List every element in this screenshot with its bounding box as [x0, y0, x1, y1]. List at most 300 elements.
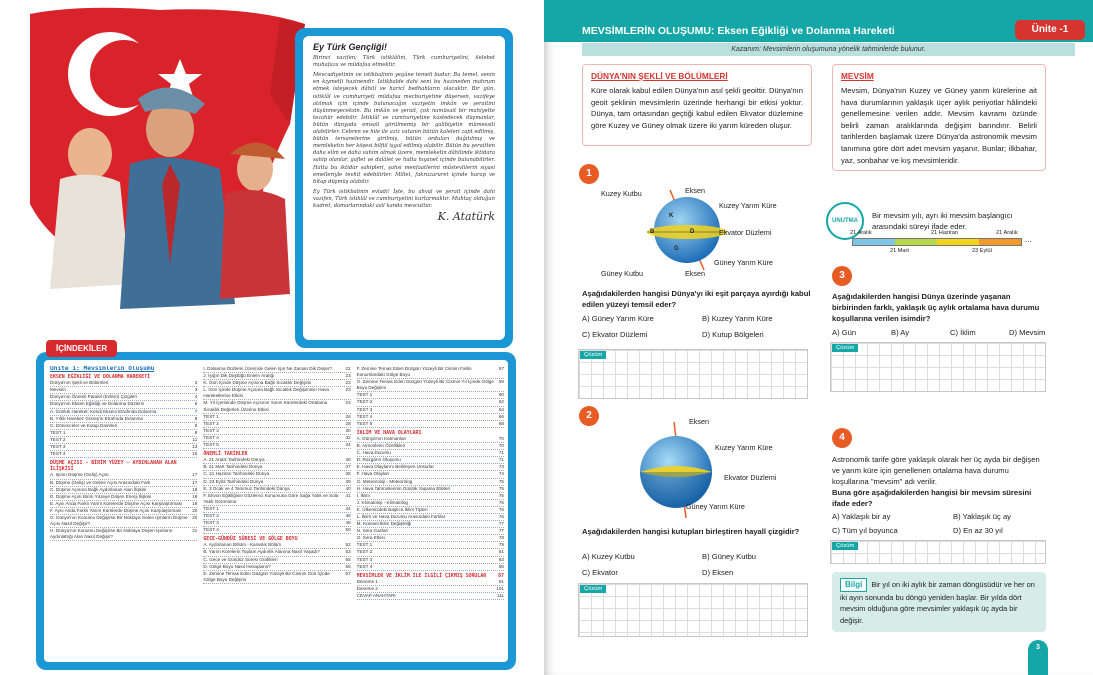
toc-entry-title: TEST 1	[203, 413, 219, 419]
toc-page-number: 85	[498, 563, 504, 569]
toc-entry-title: TEST 5	[356, 420, 373, 426]
toc-page-number: 40	[345, 485, 351, 491]
toc-section-heading: DÜŞME AÇISI - BİRİM YÜZEY - AYDINLANAN ALAN İLİŞKİSİ	[50, 460, 177, 473]
toc-entry-title: Dünya'nın Önemli Paralel (Enlem) Çizgileri	[50, 394, 137, 400]
toc-page-number: 74	[498, 471, 504, 477]
toc-entry-title: TEST 2	[50, 436, 66, 442]
toc-entry[interactable]	[357, 471, 504, 478]
toc-entry[interactable]	[357, 366, 504, 379]
toc-entry[interactable]	[50, 494, 197, 501]
toc-entry[interactable]	[203, 387, 350, 400]
toc-entry[interactable]	[357, 542, 504, 549]
toc-page-number: 9	[194, 429, 198, 435]
toc-entry-title: F. Zemine Temas Eden Düzgün Yüzeyli Bir Cismin Farklı Konumlardaki Gölge Boyu	[356, 366, 472, 378]
toc-page-number: 62	[498, 399, 504, 405]
toc-entry[interactable]	[357, 579, 504, 586]
turkish-flag-illustration	[20, 4, 310, 314]
toc-entry-title: B. Yarım Kürelerin Toplam Aydınlık Alanına Nasıl Yaşadı?	[203, 549, 320, 555]
toc-page-number: 39	[345, 478, 351, 484]
toc-entry-title: G. Zemine Temas Eden Düzgün Yüzeyli Bir Cismin Yıl İçinde Gölge Boyu Değişimi	[356, 379, 494, 391]
toc-entry-title: B. Düşme (Geliş) ve Gelme Açısı Arasındaki Fark	[50, 479, 151, 485]
toc-page-number: 81	[498, 549, 504, 555]
toc-page-number: 75	[498, 478, 504, 484]
label-axis: Eksen	[685, 269, 705, 278]
toc-page-number: 18	[192, 486, 198, 492]
toc-entry[interactable]	[203, 366, 350, 373]
toc-entry-title: TEST 3	[50, 444, 66, 450]
toc-page-number: 30	[345, 427, 351, 433]
question-text: Aşağıdakilerden hangisi Dünya üzerinde yaşanan birbirinden farklı, yaklaşık üç aylık ortalama hava durumu koşullarına verilen isimdir?	[832, 292, 1040, 323]
toc-entry[interactable]	[50, 401, 197, 408]
toc-entry[interactable]	[357, 443, 504, 450]
toc-entry-title: E. Aynı Anda Farklı Yarım Kürelerde Düşme Açısı Karşılaştırması	[50, 500, 183, 506]
toc-page-number: 8	[194, 422, 198, 428]
toc-entry[interactable]	[50, 380, 197, 387]
toc-entry[interactable]	[357, 493, 504, 500]
direction-k: K	[669, 213, 674, 219]
toc-page-number: 60	[498, 392, 504, 398]
toc-entry[interactable]	[203, 506, 350, 513]
toc-entry-title: A. Aydınlanan Bölüm - Karanlık Bölüm	[203, 542, 282, 548]
toc-entry-title: TEST 3	[203, 427, 219, 433]
toc-entry-title: M. Küresel İklim Değişikliği	[356, 521, 412, 527]
box-title: DÜNYA'NIN ŞEKLİ VE BÖLÜMLERİ	[591, 71, 728, 81]
toc-entry-title: TEST 3	[356, 556, 373, 562]
option-d[interactable]: D) Eksen	[702, 568, 734, 577]
toc-section-heading: EKSEN EĞİKLİĞİ VE DOLANMA HAREKETİ	[50, 374, 151, 381]
toc-page-number: 50	[345, 527, 351, 533]
box-title: MEVSİM	[841, 71, 874, 81]
toc-page-number: 52	[345, 542, 351, 548]
toc-page-number: 57	[345, 570, 351, 576]
toc-entry[interactable]	[357, 593, 504, 600]
address-title: Ey Türk Gençliği!	[313, 42, 388, 52]
toc-entry[interactable]	[50, 515, 197, 528]
toc-entry[interactable]	[357, 421, 504, 428]
toc-page-number: 11	[192, 436, 198, 442]
toc-page-number: 70	[498, 435, 504, 441]
toc-entry[interactable]	[50, 528, 197, 541]
toc-page-number: 57	[498, 366, 504, 371]
learning-outcome: Kazanım: Mevsimlerin oluşumuna yönelik tahminlerde bulunur.	[582, 43, 1075, 56]
solution-label: Çözüm	[580, 351, 606, 359]
toc-entry[interactable]	[357, 436, 504, 443]
toc-page-number: 79	[498, 542, 504, 548]
info-note-box	[832, 572, 1046, 632]
toc-page-number: 53	[345, 549, 351, 555]
toc-entry-title: TEST 1	[203, 505, 219, 511]
reminder-badge: UNUTMA	[826, 202, 864, 240]
toc-entry-title: Deneme 1	[356, 578, 378, 584]
date-label: 21 Mart	[890, 248, 909, 254]
toc-page-number: 23	[345, 380, 351, 386]
toc-entry-title: F. Hava Olayları	[356, 471, 390, 477]
toc-entry[interactable]	[203, 527, 350, 534]
toc-page-number: 19	[192, 500, 198, 506]
toc-page-number: 37	[345, 464, 351, 470]
toc-entry-title: N. Sera Gazları	[356, 528, 389, 534]
address-paragraph: Ey Türk istikbalinin evladı! İşte, bu ahval ve şerait içinde dahi vazifen, Türk istiklâl ve cumhuriyetini kurtarmaktır. Muhtaç olduğun kudret, damarlarındaki asil kanda mevcuttur.	[313, 188, 495, 209]
solution-grid[interactable]	[578, 583, 808, 637]
toc-page-number: 87	[498, 572, 504, 579]
toc-entry-title: CEVAP ANAHTARI	[356, 593, 396, 598]
option-a[interactable]: A) Gün	[832, 328, 857, 337]
toc-page-number: 78	[498, 535, 504, 541]
toc-page-number: 59	[498, 379, 504, 385]
toc-entry[interactable]	[203, 513, 350, 520]
page-number: 3	[1028, 640, 1048, 675]
toc-entry[interactable]	[203, 549, 350, 556]
question-number: 2	[579, 406, 599, 426]
toc-entry[interactable]	[203, 428, 350, 435]
question-number: 4	[832, 428, 852, 448]
toc-entry[interactable]	[357, 464, 504, 471]
toc-entry[interactable]	[50, 487, 197, 494]
option-b[interactable]: B) Ay	[891, 328, 910, 337]
toc-entry-title: TEST 4	[356, 563, 373, 569]
direction-b: B	[650, 229, 655, 235]
toc-page-number: 17	[192, 472, 198, 478]
toc-entry-title: TEST 2	[203, 420, 219, 426]
page-title: MEVSİMLERİN OLUŞUMU: Eksen Eğikliği ve Dolanma Hareketi	[582, 25, 895, 37]
option-d[interactable]: D) Mevsim	[1009, 328, 1046, 337]
toc-entry[interactable]	[203, 435, 350, 442]
toc-entry-title: C. Dönenceler ve Kutup Daireleri	[50, 422, 118, 428]
label-north-pole: Kuzey Kutbu	[601, 189, 642, 198]
date-label: 21 Aralık	[996, 230, 1018, 236]
toc-page-number: 68	[498, 420, 504, 426]
toc-page-number: 34	[345, 442, 351, 448]
toc-page-number: 3	[194, 380, 198, 386]
option-a[interactable]: A) Kuzey Kutbu	[582, 552, 635, 561]
toc-entry-title: B. 21 Mart Tarihindeki Dünya	[203, 464, 263, 470]
toc-entry-title: A. 21 Aralık Tarihindeki Dünya	[203, 457, 265, 463]
toc-entry-title: E. Hava Olaylarını Belirleyen Unsurlar	[356, 464, 435, 470]
toc-section-heading: GECE-GÜNDÜZ SÜRESİ VE GÖLGE BOYU	[203, 536, 298, 543]
label-equator: Ekvator Düzlemi	[719, 228, 772, 237]
toc-entry[interactable]	[357, 557, 504, 564]
reminder-text: Bir mevsim yılı, ayrı iki mevsim başlangıcı arasındaki süreyi ifade eder.	[872, 211, 1013, 231]
toc-entry[interactable]	[357, 514, 504, 521]
toc-section-heading: MEVSİMLER VE İKLİM İLE İLGİLİ ÇIKMIŞ SORULAR 87	[356, 572, 504, 579]
toc-entry-title: D. Düşme Açısı Birim Yüzeye Düşen Enerji İlişkisi	[50, 493, 152, 499]
toc-entry-title: B. Yıllık Hareket: Güneş'in Etrafında Dolanma	[50, 415, 143, 421]
toc-page-number: 101	[496, 585, 504, 591]
toc-entry[interactable]	[203, 479, 350, 486]
toc-entry-title: D. 23 Eylül Tarihindeki Dünya	[203, 478, 264, 484]
option-c[interactable]: C) Ekvator	[582, 568, 618, 577]
toc-entry-title: G. Meteoroloji - Meteorolog	[356, 478, 413, 484]
toc-page-number: 26	[345, 413, 351, 419]
date-label: 21 Haziran	[931, 230, 959, 236]
toc-entry[interactable]	[357, 528, 504, 535]
option-c[interactable]: C) Ekvator Düzlemi	[582, 330, 648, 339]
option-d[interactable]: D) En az 30 yıl	[953, 526, 1003, 535]
question-text: Buna göre aşağıdakilerden hangisi bir mevsim süresini ifade eder?	[832, 488, 1032, 508]
toc-column-3	[357, 366, 504, 660]
option-a[interactable]: A) Güney Yarım Küre	[582, 314, 654, 323]
toc-entry-title: O. Sera Etkisi	[356, 535, 385, 541]
toc-entry-title: B. Atmosferin Özellikleri	[356, 443, 406, 449]
label-south-hemisphere: Güney Yarım Küre	[686, 502, 745, 511]
toc-tab: İÇİNDEKİLER	[46, 340, 117, 357]
toc-page-number: 8	[194, 415, 198, 421]
toc-entry-title: E. 3 Ocak ve 4 Temmuz Tarihindeki Dünya	[203, 485, 290, 491]
toc-page-number: 7	[194, 408, 198, 414]
toc-page-number: 6	[194, 401, 198, 407]
toc-entry-title: İ. İklim	[356, 492, 370, 498]
toc-entry-title: L. İklim ve Hava Durumu Arasındaki Farklar	[356, 513, 446, 519]
toc-page-number: 20	[192, 507, 198, 513]
toc-entry[interactable]	[357, 564, 504, 571]
toc-entry[interactable]	[50, 416, 197, 423]
timeline-continues: ...	[1025, 235, 1032, 244]
toc-entry-title: TEST 2	[356, 549, 373, 555]
toc-entry[interactable]	[357, 521, 504, 528]
ataturk-signature: K. Atatürk	[437, 210, 495, 224]
toc-page-number: 77	[498, 521, 504, 527]
solution-label: Çözüm	[832, 344, 858, 352]
toc-entry[interactable]	[203, 557, 350, 564]
toc-page-number: 71	[498, 457, 504, 463]
toc-entry[interactable]	[50, 451, 197, 458]
toc-entry-title: J. Klimatoloji - Klimatolog	[356, 499, 408, 505]
toc-entry-title: E. Zemine Temas Eden Düzgün Yüzeyli Bir Cismin Gün İçinde Gölge Boyu Değişimi	[203, 570, 330, 582]
toc-entry-title: C. Düşme Açısına Bağlı Aydınlanan Alan İlişkisi	[50, 486, 147, 492]
toc-page-number: 21	[192, 528, 198, 534]
toc-page-number: 56	[345, 563, 351, 569]
toc-entry[interactable]	[203, 542, 350, 549]
toc-entry-title: Deneme 2	[356, 585, 378, 591]
toc-entry[interactable]	[357, 392, 504, 399]
option-b[interactable]: B) Yaklaşık üç ay	[953, 512, 1011, 521]
unit-badge: Ünite -1	[1015, 20, 1085, 40]
unit-title: Ünite 1: Mevsimlerin Oluşumu	[50, 366, 155, 372]
toc-entry[interactable]	[357, 399, 504, 406]
option-b[interactable]: B) Kuzey Yarım Küre	[702, 314, 773, 323]
label-north-hemisphere: Kuzey Yarım Küre	[715, 443, 773, 452]
label-north-hemisphere: Kuzey Yarım Küre	[719, 201, 777, 210]
toc-entry[interactable]	[357, 457, 504, 464]
toc-entry[interactable]	[357, 450, 504, 457]
address-paragraph: Mevcudiyetinin ve istikbalinin yegâne temeli budur. Bu temel, senin en kıymetli hazinendir. İstikbalde dahi seni bu hazineden mahrum etmek isteyecek dâhilî ve haricî bedhahların olacaktır. Bir gün, istiklâl ve cumhuriyeti müdafaa mecburiyetine düşersen, vazifeye atılmak için içinde bulunacağın vaziyetin imkân ve şeraitini düşünmeyeceksin. Bu imkân ve şerait, çok namüsait bir mahiyette tezahür edebilir. İstiklâl ve cumhuriyetine kastedecek düşmanlar, bütün dünyada emsali görülmemiş bir galibiyetin mümessili olabilirler. Cebren ve hile ile aziz vatanın bütün kaleleri zapt edilmiş, bütün tersanelerine girilmiş, bütün orduları dağıtılmış ve memleketin her köşesi bilfiil işgal edilmiş olabilir. Bütün bu şeraitten daha elîm ve daha vahim olmak üzere, memleketin dâhilinde iktidara sahip olanlar, gaflet ve dalâlet ve hatta hıyanet içinde bulunabilirler. Hatta bu iktidar sahipleri, şahsi menfaatlerini müstevlilerin siyasi emelleriyle tevhit edebilirler. Millet, fakruzaruret içinde harap ve bîtap düşmüş olabilir.	[313, 72, 495, 185]
toc-column-1	[50, 366, 197, 660]
toc-page-number: 32	[345, 434, 351, 440]
page-header	[544, 0, 1093, 42]
toc-page-number: 24	[345, 400, 351, 406]
toc-entry-title: K. Ülkemizdeki Başlıca İklim Tipleri	[356, 506, 428, 512]
toc-entry[interactable]	[203, 414, 350, 421]
solution-label: Çözüm	[832, 542, 858, 550]
toc-page-number: 28	[345, 420, 351, 426]
toc-entry[interactable]	[203, 457, 350, 464]
toc-page-number: 73	[498, 464, 504, 470]
toc-entry[interactable]	[50, 430, 197, 437]
toc-entry[interactable]	[203, 520, 350, 527]
toc-entry[interactable]	[203, 493, 350, 506]
toc-entry[interactable]	[357, 479, 504, 486]
toc-entry[interactable]	[357, 500, 504, 507]
label-axis: Eksen	[685, 186, 705, 195]
toc-page-number: 76	[498, 506, 504, 512]
question-stem: Astronomik tarife göre yaklaşık olarak her üç ayda bir değişen ve yarım küre için genellenen ortalama hava durumu koşullarına "mevsim" adı verilir.	[832, 455, 1040, 486]
toc-page-number: 71	[498, 450, 504, 456]
question-text: Aşağıdakilerden hangisi Dünya'yı iki eşit parçaya ayırdığı kabul edilen yüzeyi temsil eder?	[582, 289, 811, 309]
date-label: 21 Aralık	[850, 230, 872, 236]
info-box-earth-shape	[582, 64, 812, 146]
toc-entry[interactable]	[357, 379, 504, 392]
direction-d: D	[690, 229, 695, 235]
toc-page-number: 91	[498, 578, 504, 584]
toc-entry[interactable]	[357, 486, 504, 493]
solution-label: Çözüm	[580, 585, 606, 593]
toc-entry[interactable]	[50, 444, 197, 451]
toc-entry[interactable]	[50, 501, 197, 508]
toc-entry[interactable]	[50, 480, 197, 487]
toc-page-number: 23	[345, 373, 351, 379]
toc-page-number: 18	[192, 493, 198, 499]
label-equator: Ekvator Düzlemi	[724, 473, 777, 482]
toc-entry[interactable]	[50, 437, 197, 444]
toc-page-number: 48	[345, 520, 351, 526]
reminder-box	[832, 206, 1044, 256]
toc-page-number: 66	[498, 413, 504, 419]
toc-entry-title: TEST 1	[50, 429, 66, 435]
address-paragraph: Birinci vazifen; Türk istiklâlini, Türk cumhuriyetini, ilelebet muhafaza ve müdafaa etmektir.	[313, 55, 495, 69]
toc-entry-title: D. Gölge Boyu Nasıl Hesaplanır?	[203, 563, 271, 569]
toc-entry-title: TEST 2	[203, 512, 219, 518]
table-of-contents	[36, 344, 516, 670]
toc-entry-title: Dünya'nın Eksen Eğikliği ve Dolanma Düzlemi	[50, 401, 145, 407]
solution-grid[interactable]	[578, 349, 808, 399]
toc-entry-title: TEST 4	[203, 527, 219, 533]
toc-entry-title: G. Dünya'nın Konumu Değişirse Bir Noktaya Gelen Işınların Düşme Açısı Nasıl Değişir?	[50, 514, 188, 527]
toc-entry-title: C. Gece ve Gündüz Süresi Grafikleri	[203, 556, 278, 562]
label-axis: Eksen	[689, 417, 709, 426]
toc-page-number: 41	[345, 492, 351, 498]
toc-section-heading: ÖNEMLİ TARİHLER	[203, 451, 248, 458]
toc-entry[interactable]	[203, 442, 350, 449]
label-south-pole: Güney Kutbu	[601, 269, 643, 278]
toc-page-number: 70	[498, 443, 504, 449]
solution-grid[interactable]	[830, 540, 1046, 564]
toc-entry-title: H. Hava Tahminlerinin Günlük Yaşama Etkileri	[356, 485, 451, 491]
toc-entry[interactable]	[50, 394, 197, 401]
toc-entry-title: K. Gün İçinde Düşme Açısına Bağlı Sıcaklık Değişimi	[203, 380, 312, 386]
toc-entry-title: F. Ekvon Eğikliğinin Gözlemci Konumuna Göre Sağa Yatık ve Sola Yatık Görünümü	[203, 492, 339, 504]
option-c[interactable]: C) Tüm yıl boyunca	[832, 526, 898, 535]
toc-page-number: 4	[194, 394, 198, 400]
toc-entry-title: Dünya'nın Şekli ve Bölümleri	[50, 380, 109, 386]
toc-entry-title: D. Rüzgârın Oluşumu	[356, 457, 401, 463]
season-timeline	[852, 238, 1022, 246]
toc-page-number: 44	[345, 505, 351, 511]
toc-entry[interactable]	[203, 564, 350, 571]
toc-page-number: 64	[498, 406, 504, 412]
toc-page-number: 13	[192, 444, 198, 450]
toc-entry[interactable]	[203, 486, 350, 493]
box-text: Küre olarak kabul edilen Dünya'nın asıl şekli geoittir. Dünya'nın geoit şeklinin mevsimlerin üzerinde herhangi bir etkisi yoktur. Dünya, tam ortasından geçtiği kabul edilen Ekvator düzlemine göre Kuzey ve Güney olmak üzere iki yarım küreden oluşur.	[591, 86, 803, 130]
toc-entry[interactable]	[203, 471, 350, 478]
toc-page-number: 77	[498, 528, 504, 534]
toc-entry-title: A. Günlük Hareket: Kendi Ekseni Etrafında Dolanma	[50, 408, 157, 414]
toc-page-number: 75	[498, 485, 504, 491]
toc-section-heading: İKLİM VE HAVA OLAYLARI	[356, 429, 422, 436]
label-south-hemisphere: Güney Yarım Küre	[714, 258, 773, 267]
right-page	[544, 0, 1093, 675]
question-text: Aşağıdakilerden hangisi kutupları birleştiren hayalî çizgidir?	[582, 527, 800, 536]
toc-entry[interactable]	[203, 421, 350, 428]
toc-entry[interactable]	[50, 508, 197, 515]
toc-page-number: 15	[192, 451, 198, 457]
option-a[interactable]: A) Yaklaşık bir ay	[832, 512, 891, 521]
toc-entry[interactable]	[50, 472, 197, 479]
toc-entry-title: TEST 3	[203, 520, 219, 526]
toc-page-number: 23	[345, 387, 351, 393]
date-label: 23 Eylül	[972, 248, 992, 254]
option-d[interactable]: D) Kutup Bölgeleri	[702, 330, 764, 339]
info-text: Bir yıl on iki aylık bir zaman döngüsüdür ve her on iki ayın sonunda bu döngü yeniden başlar. Bir yılda dört mevsim olduğuna göre mevsimler yaklaşık üç ayda bir değişir.	[840, 580, 1035, 625]
toc-entry[interactable]	[203, 571, 350, 584]
toc-page-number: 76	[498, 513, 504, 519]
toc-page-number: 55	[345, 556, 351, 562]
toc-entry-title: H. Dünya'nın Konumu Değişirse Bir Noktaya Düşen Işınların Aydınlattığı Alan Nasıl Değişir?	[50, 528, 173, 540]
option-b[interactable]: B) Güney Kutbu	[702, 552, 757, 561]
toc-column-2	[203, 366, 350, 660]
toc-page-number: 22	[345, 366, 351, 371]
toc-page-number: 111	[497, 593, 504, 598]
toc-entry-title: TEST 4	[356, 413, 373, 419]
question-number: 1	[579, 164, 599, 184]
toc-entry-title: TEST 1	[356, 542, 373, 548]
toc-page-number: 38	[345, 471, 351, 477]
toc-page-number: 75	[498, 492, 504, 498]
direction-g: G	[674, 246, 679, 252]
toc-page-number: 20	[192, 514, 198, 520]
toc-entry-title: F. Aynı Anda Farklı Yarım Kürelerde Düşme Açısı Karşılaştırması	[50, 507, 182, 513]
toc-entry-title: L. Gün İçinde Düşme Açısına Bağlı Sıcaklık Değişiminin Hava Hareketlerine Etkisi	[203, 387, 329, 399]
toc-entry[interactable]	[357, 407, 504, 414]
solution-grid[interactable]	[830, 342, 1046, 392]
toc-entry[interactable]	[203, 464, 350, 471]
info-tag: Bilgi	[840, 578, 867, 592]
toc-page-number: 46	[345, 512, 351, 518]
toc-page-number: 3	[194, 387, 198, 393]
toc-entry[interactable]	[357, 586, 504, 593]
toc-entry-title: TEST 5	[203, 442, 219, 448]
toc-entry[interactable]	[203, 400, 350, 413]
toc-entry-title: TEST 4	[203, 434, 219, 440]
toc-entry[interactable]	[357, 507, 504, 514]
option-c[interactable]: C) İklim	[950, 328, 976, 337]
toc-entry-title: C. Hava Durumu	[356, 450, 391, 456]
box-text: Mevsim, Dünya'nın Kuzey ve Güney yarım kürelerine ait hava durumlarının yaklaşık üçer aylık periyotlar hâlindeki genellemesine verilen addır. Mevsim kavramı özünde belirli zaman aralıklarında değişim barındırır. Belirli tarihlerden başlamak üzere Dünya'da astronomik mevsim tanımına göre dört adet mevsim yaşanır. Bunlar; ilkbahar, yaz, sonbahar ve kış mevsimleridir.	[841, 86, 1037, 165]
toc-page-number: 76	[498, 499, 504, 505]
toc-entry[interactable]	[357, 535, 504, 542]
toc-entry[interactable]	[357, 549, 504, 556]
toc-entry[interactable]	[50, 409, 197, 416]
toc-entry-title: J. Işığın Dik Düştüğü Enlem Aralığı	[203, 373, 275, 379]
left-page	[0, 0, 544, 675]
toc-entry[interactable]	[50, 423, 197, 430]
toc-page-number: 83	[498, 556, 504, 562]
question-number: 3	[832, 266, 852, 286]
toc-entry[interactable]	[357, 414, 504, 421]
toc-entry-title: I. Dolanma Düzlemi Üzerinde Gelen Işın Ne Zaman Dik Düşer?	[203, 366, 333, 371]
toc-entry-title: C. 21 Haziran Tarihindeki Dünya	[203, 471, 270, 477]
toc-entry-title: TEST 1	[356, 392, 373, 398]
toc-entry-title: A. Işının Düşme (Geliş) Açısı	[50, 472, 109, 478]
